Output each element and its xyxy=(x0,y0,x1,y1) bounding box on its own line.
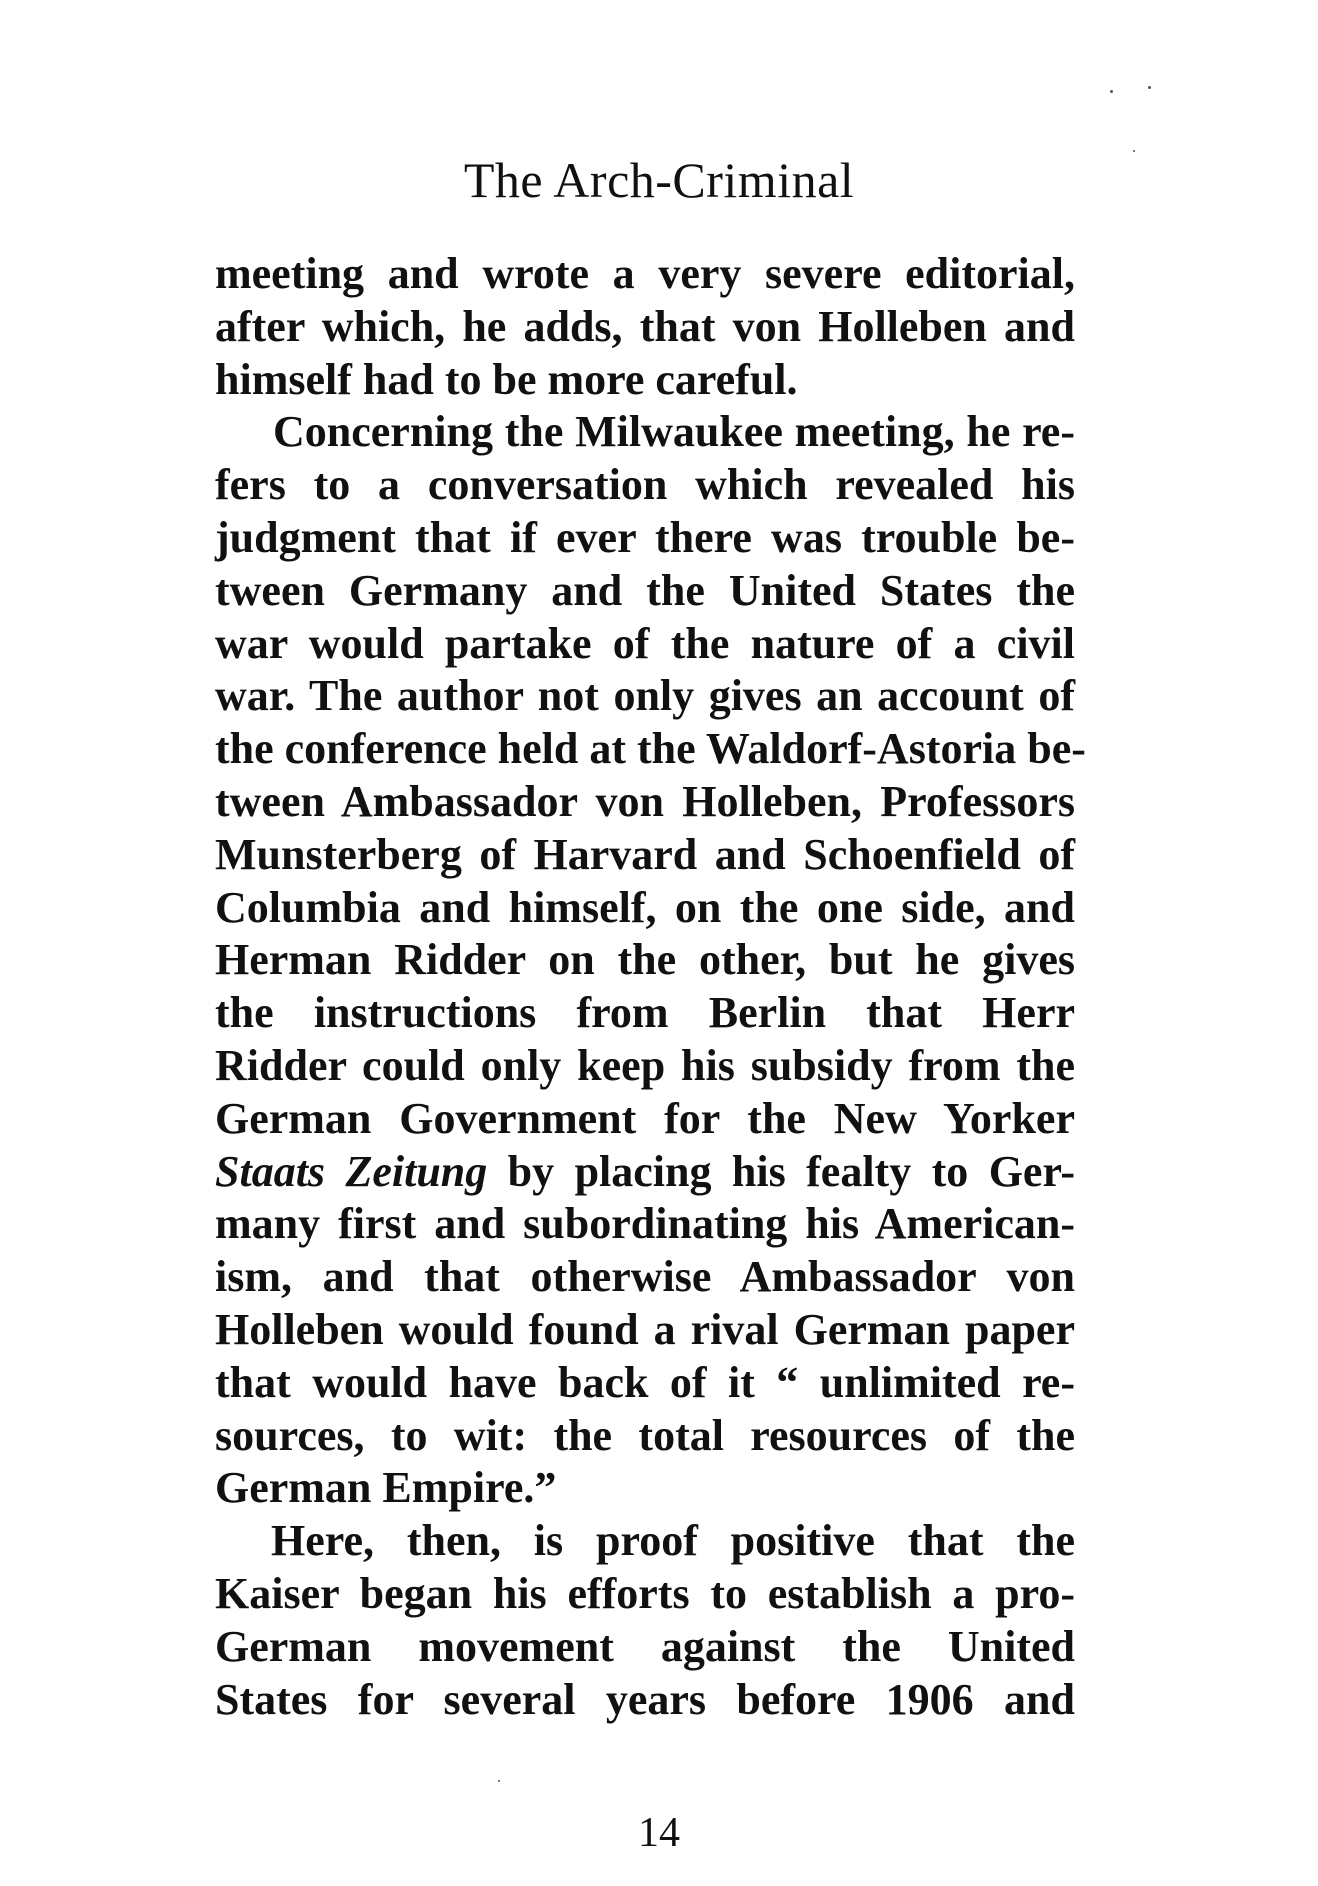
newspaper-title: Staats Zeitung xyxy=(215,1146,488,1196)
text-line: Holleben would found a rival German paper xyxy=(215,1304,1075,1354)
text-line: the instructions from Berlin that Herr xyxy=(215,988,1075,1038)
text-line: tween Ambassador von Holleben, Professors xyxy=(215,776,1075,826)
text-line: after which, he adds, that von Holleben and xyxy=(215,301,1075,351)
scan-speck xyxy=(1110,90,1113,93)
scan-speck xyxy=(1148,86,1151,89)
text-line: Here, then, is proof positive that the xyxy=(271,1516,1075,1566)
body-text xyxy=(215,248,1086,1726)
text-line: German movement against the United xyxy=(215,1621,1075,1671)
text-line: war would partake of the nature of a civil xyxy=(215,618,1075,668)
text-line: Ridder could only keep his subsidy from the xyxy=(215,1040,1075,1090)
text-line: German Government for the New Yorker xyxy=(215,1093,1075,1143)
text-line: many first and subordinating his American- xyxy=(215,1199,1075,1249)
running-head: The Arch-Criminal xyxy=(463,152,855,208)
text-line: Columbia and himself, on the one side, and xyxy=(215,882,1075,932)
text-line: war. The author not only gives an account of xyxy=(215,671,1075,721)
text-line: Concerning the Milwaukee meeting, he re- xyxy=(273,407,1075,457)
scan-speck xyxy=(498,1780,500,1782)
text-line: himself had to be more careful. xyxy=(215,354,798,404)
text-line: the conference held at the Waldorf-Astoria be- xyxy=(215,724,1086,774)
paragraph-2 xyxy=(215,406,1086,1515)
text-line: fers to a conversation which revealed his xyxy=(215,460,1075,510)
text-line: tween Germany and the United States the xyxy=(215,565,1075,615)
text-line: German Empire.” xyxy=(215,1463,557,1513)
text-line: meeting and wrote a very severe editorial, xyxy=(215,249,1075,298)
text-line: Kaiser began his efforts to establish a pro- xyxy=(215,1568,1075,1618)
text-line: judgment that if ever there was trouble be- xyxy=(215,512,1075,562)
text-line: ism, and that otherwise Ambassador von xyxy=(215,1252,1075,1302)
text-line: that would have back of it “ unlimited re- xyxy=(215,1357,1075,1407)
text-line: sources, to wit: the total resources of the xyxy=(215,1410,1075,1460)
text-line-with-italic xyxy=(215,1146,1075,1199)
paragraph-1 xyxy=(215,248,1075,406)
text-fragment: by placing his fealty to Ger- xyxy=(487,1146,1075,1196)
page-number: 14 xyxy=(638,1810,680,1856)
scan-speck xyxy=(1133,150,1135,152)
text-line: Munsterberg of Harvard and Schoenfield of xyxy=(215,829,1075,879)
text-line: Herman Ridder on the other, but he gives xyxy=(215,935,1075,985)
paragraph-3 xyxy=(215,1515,1075,1726)
text-line: States for several years before 1906 and xyxy=(215,1674,1075,1724)
